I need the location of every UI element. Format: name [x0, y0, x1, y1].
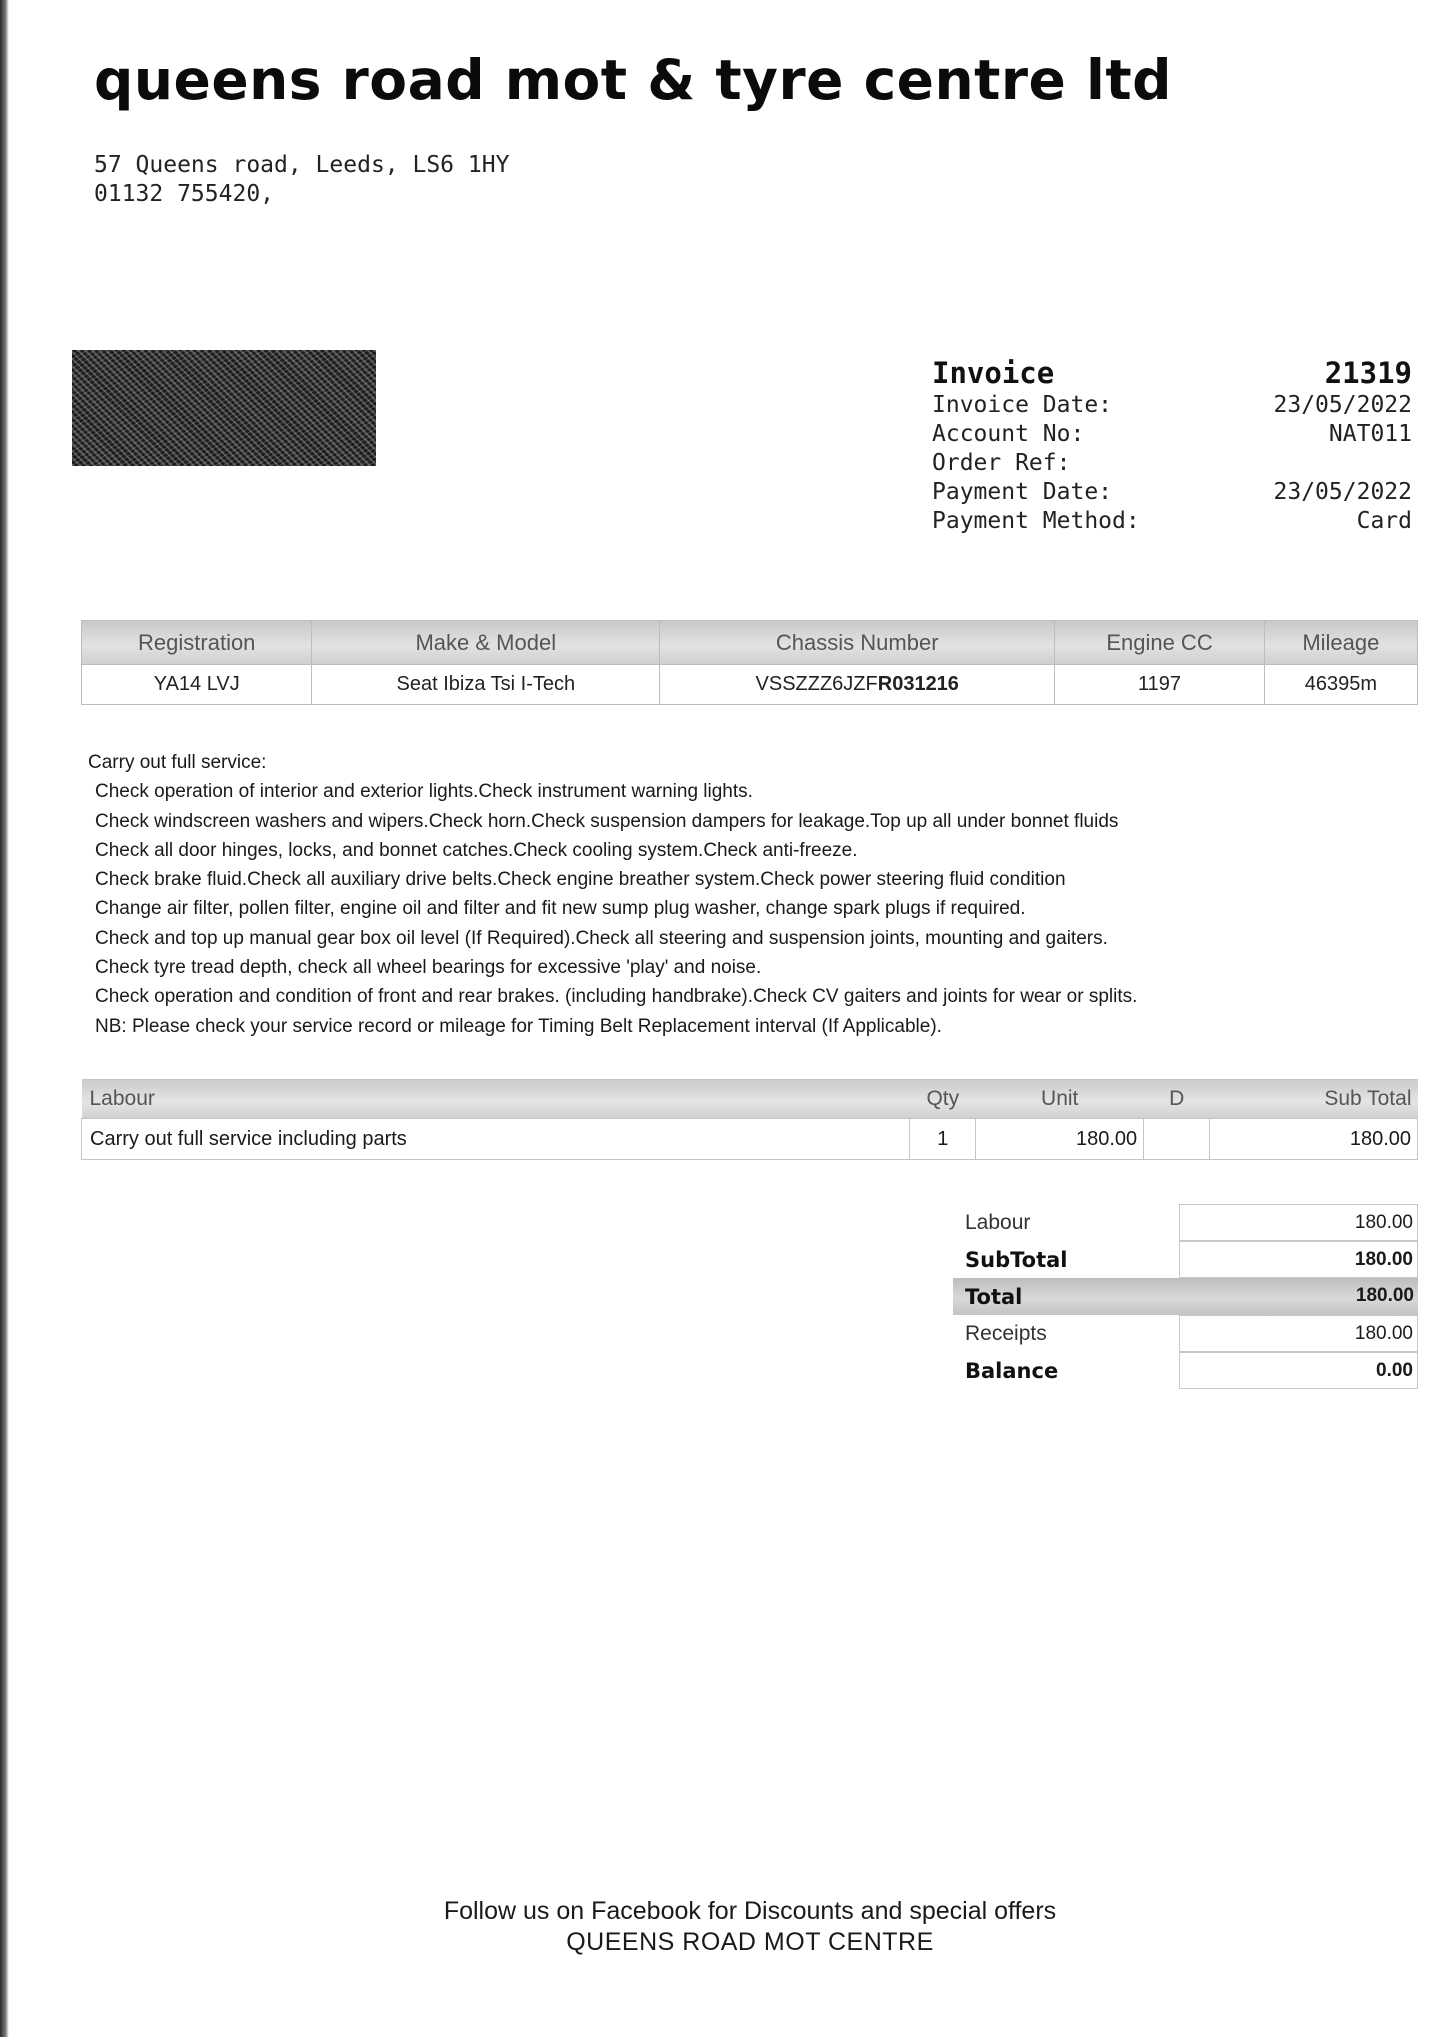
payment-date-value: 23/05/2022	[1273, 479, 1412, 505]
vehicle-header-row	[82, 621, 1418, 665]
company-name: queens road mot & tyre centre ltd	[94, 48, 1173, 112]
labour-header-row	[82, 1080, 1418, 1119]
labour-unit-cell: 180.00	[976, 1119, 1144, 1160]
chassis-suffix: R031216	[877, 673, 959, 695]
vehicle-row	[82, 665, 1418, 705]
header-labour: Labour	[82, 1080, 910, 1119]
redacted-customer-address	[72, 350, 376, 466]
totals-summary	[953, 1204, 1418, 1389]
registration-cell: YA14 LVJ	[82, 665, 312, 705]
payment-method-row	[932, 508, 1412, 537]
header-mileage: Mileage	[1264, 621, 1417, 665]
invoice-date-value: 23/05/2022	[1273, 392, 1412, 418]
invoice-number: 21319	[1324, 356, 1412, 390]
labour-table	[81, 1079, 1418, 1160]
header-d: D	[1144, 1080, 1210, 1119]
payment-date-row	[932, 479, 1412, 508]
header-engine-cc: Engine CC	[1055, 621, 1264, 665]
header-registration: Registration	[82, 621, 312, 665]
labour-qty-cell: 1	[910, 1119, 976, 1160]
totals-receipts-value: 180.00	[1179, 1315, 1418, 1352]
totals-balance-row	[953, 1352, 1418, 1389]
header-qty: Qty	[910, 1080, 976, 1119]
service-line: Check operation of interior and exterior lights.Check instrument warning lights.	[95, 781, 753, 803]
labour-d-cell	[1144, 1119, 1210, 1160]
service-line: Check and top up manual gear box oil level (If Required).Check all steering and suspension joints, mounting and gaiters.	[95, 927, 1108, 949]
totals-labour-label: Labour	[965, 1211, 1031, 1234]
chassis-number-cell	[660, 665, 1055, 705]
totals-receipts-label: Receipts	[965, 1322, 1047, 1345]
invoice-meta	[932, 356, 1412, 537]
invoice-title: Invoice	[932, 356, 1055, 390]
footer-business-name: QUEENS ROAD MOT CENTRE	[566, 1928, 934, 1956]
invoice-heading-row	[932, 356, 1412, 392]
order-ref-row	[932, 450, 1412, 479]
account-no-value: NAT011	[1328, 421, 1412, 447]
company-address: 57 Queens road, Leeds, LS6 1HY	[94, 152, 510, 178]
totals-subtotal-value: 180.00	[1179, 1241, 1418, 1278]
invoice-date-label: Invoice Date:	[932, 392, 1113, 418]
totals-labour-value: 180.00	[1179, 1204, 1418, 1241]
invoice-date-row	[932, 392, 1412, 421]
header-subtotal: Sub Total	[1210, 1080, 1418, 1119]
header-unit: Unit	[976, 1080, 1144, 1119]
payment-date-label: Payment Date:	[932, 479, 1113, 505]
service-description	[88, 748, 1408, 1041]
totals-total-row	[953, 1278, 1418, 1315]
account-no-label: Account No:	[932, 421, 1085, 447]
service-line: Check brake fluid.Check all auxiliary drive belts.Check engine breather system.Check power steering fluid condition	[95, 869, 1066, 891]
totals-total-label: Total	[965, 1285, 1023, 1309]
totals-total-value: 180.00	[1355, 1285, 1414, 1306]
vehicle-table	[81, 620, 1418, 705]
payment-method-value: Card	[1356, 508, 1412, 534]
service-line: Check all door hinges, locks, and bonnet catches.Check cooling system.Check anti-freeze.	[95, 839, 858, 861]
service-line: Change air filter, pollen filter, engine oil and filter and fit new sump plug washer, change spark plugs if required.	[95, 898, 1026, 920]
service-line-heading: Carry out full service:	[88, 752, 267, 773]
service-line: Check tyre tread depth, check all wheel bearings for excessive 'play' and noise.	[95, 957, 762, 979]
labour-subtotal-cell: 180.00	[1210, 1119, 1418, 1160]
scanned-page-edge	[0, 0, 9, 2037]
totals-subtotal-row	[953, 1241, 1418, 1278]
payment-method-label: Payment Method:	[932, 508, 1140, 534]
service-line: Check operation and condition of front and rear brakes. (including handbrake).Check CV gaiters and joints for wear or splits.	[95, 986, 1138, 1008]
service-line: Check windscreen washers and wipers.Check horn.Check suspension dampers for leakage.Top up all under bonnet fluids	[95, 810, 1119, 832]
header-make-model: Make & Model	[312, 621, 660, 665]
mileage-cell: 46395m	[1264, 665, 1417, 705]
chassis-prefix: VSSZZZ6JZF	[755, 673, 878, 695]
make-model-cell: Seat Ibiza Tsi I-Tech	[312, 665, 660, 705]
labour-description-cell: Carry out full service including parts	[82, 1119, 910, 1160]
totals-labour-row	[953, 1204, 1418, 1241]
service-note-line: NB: Please check your service record or mileage for Timing Belt Replacement interval (If Applicable).	[95, 1015, 942, 1037]
order-ref-label: Order Ref:	[932, 450, 1071, 476]
header-chassis-number: Chassis Number	[660, 621, 1055, 665]
totals-balance-value: 0.00	[1179, 1352, 1418, 1389]
totals-balance-label: Balance	[965, 1359, 1059, 1383]
account-no-row	[932, 421, 1412, 450]
footer-promo-text: Follow us on Facebook for Discounts and special offers	[443, 1897, 1057, 1925]
totals-receipts-row	[953, 1315, 1418, 1352]
company-phone: 01132 755420,	[94, 181, 275, 207]
totals-subtotal-label: SubTotal	[965, 1248, 1068, 1272]
engine-cc-cell: 1197	[1055, 665, 1264, 705]
table-row	[82, 1119, 1418, 1160]
